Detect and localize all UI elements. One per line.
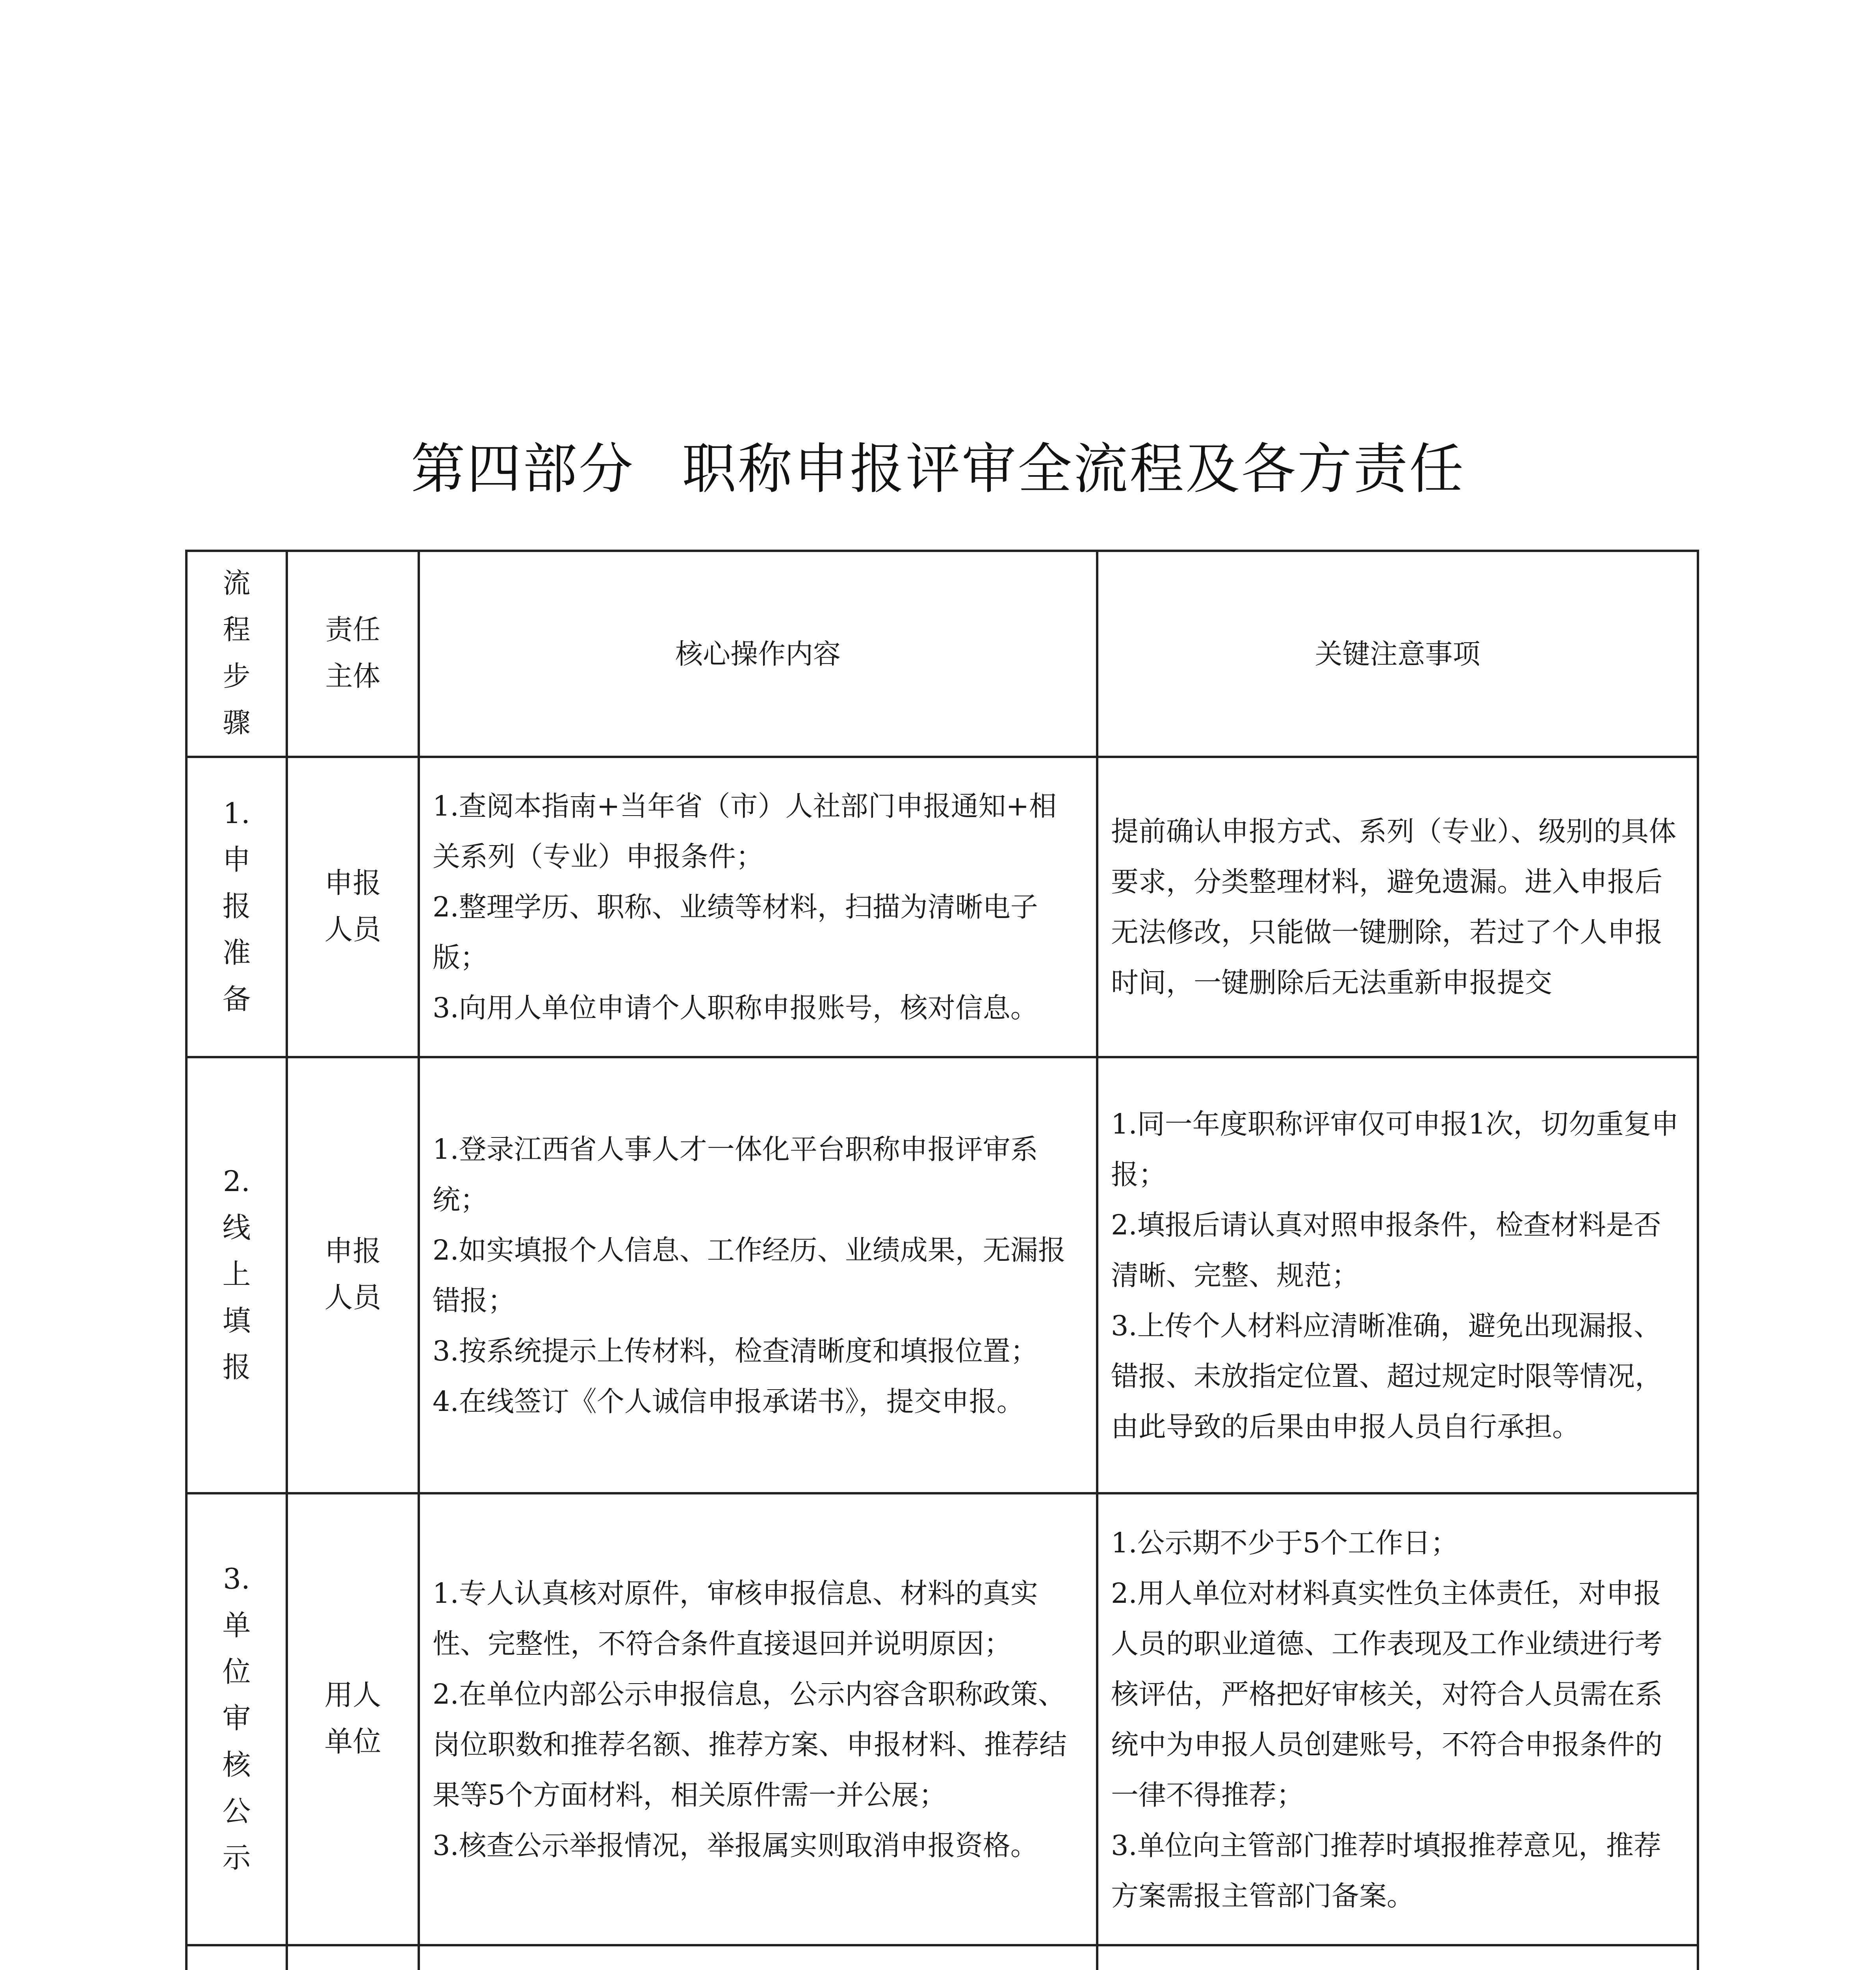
row-ops <box>419 1493 1097 1945</box>
row-step: 3.单位审核公示 <box>186 1493 287 1945</box>
row-step <box>186 1945 287 1970</box>
notes-item: 1.公示期不少于5个工作日； <box>1111 1526 1458 1559</box>
row-subject <box>287 1945 419 1970</box>
row-ops <box>419 757 1097 1057</box>
header-subject: 责任主体 <box>287 551 419 757</box>
header-notes: 关键注意事项 <box>1097 551 1698 757</box>
row-step: 1.申报准备 <box>186 757 287 1057</box>
table-row <box>186 1493 1698 1945</box>
row-notes <box>1097 1057 1698 1493</box>
title-text: 职称申报评审全流程及各方责任 <box>682 437 1466 501</box>
header-ops: 核心操作内容 <box>419 551 1097 757</box>
notes-item: 3.单位向主管部门推荐时填报推荐意见，推荐方案需报主管部门备案。 <box>1111 1829 1661 1912</box>
row-notes <box>1097 1945 1698 1970</box>
ops-item: 1.专人认真核对原件，审核申报信息、材料的真实性、完整性，不符合条件直接退回并说明原因； <box>433 1577 1038 1660</box>
header-step: 流程步骤 <box>186 551 287 757</box>
notes-item: 2.用人单位对材料真实性负主体责任，对申报人员的职业道德、工作表现及工作业绩进行考核评估，严格把好审核关，对符合人员需在系统中为申报人员创建账号，不符合申报条件的一律不得推荐； <box>1111 1577 1662 1811</box>
process-table <box>185 550 1699 1970</box>
row-notes <box>1097 1493 1698 1945</box>
notes-item: 3.上传个人材料应清晰准确，避免出现漏报、错报、未放指定位置、超过规定时限等情况，由此导致的后果由申报人员自行承担。 <box>1111 1309 1662 1443</box>
ops-item: 1.登录江西省人事人才一体化平台职称申报评审系统； <box>433 1133 1038 1216</box>
ops-item: 3.核查公示举报情况，举报属实则取消申报资格。 <box>433 1829 1038 1862</box>
notes-item: 提前确认申报方式、系列（专业）、级别的具体要求，分类整理材料，避免遗漏。进入申报后无法修改，只能做一键删除，若过了个人申报时间，一键删除后无法重新申报提交 <box>1111 815 1676 999</box>
table-row <box>186 1057 1698 1493</box>
ops-item: 3.按系统提示上传材料，检查清晰度和填报位置； <box>433 1334 1038 1367</box>
row-subject: 用人单位 <box>287 1493 419 1945</box>
ops-item: 2.整理学历、职称、业绩等材料，扫描为清晰电子版； <box>433 891 1038 974</box>
row-subject: 申报人员 <box>287 1057 419 1493</box>
page-title <box>0 426 1876 504</box>
ops-item: 2.在单位内部公示申报信息，公示内容含职称政策、岗位职数和推荐名额、推荐方案、申报材料、推荐结果等5个方面材料，相关原件需一并公展； <box>433 1678 1067 1811</box>
row-ops <box>419 1057 1097 1493</box>
title-part: 第四部分 <box>410 437 635 501</box>
notes-item: 1.同一年度职称评审仅可申报1次，切勿重复申报； <box>1111 1108 1679 1191</box>
ops-item: 2.如实填报个人信息、工作经历、业绩成果，无漏报错报； <box>433 1234 1066 1317</box>
table-header-row <box>186 551 1698 757</box>
ops-item: 4.在线签订《个人诚信申报承诺书》，提交申报。 <box>433 1385 1024 1418</box>
row-subject: 申报人员 <box>287 757 419 1057</box>
table-row <box>186 757 1698 1057</box>
row-notes <box>1097 757 1698 1057</box>
row-ops <box>419 1945 1097 1970</box>
table-row <box>186 1945 1698 1970</box>
notes-item: 2.填报后请认真对照申报条件，检查材料是否清晰、完整、规范； <box>1111 1208 1661 1292</box>
row-step: 2.线上填报 <box>186 1057 287 1493</box>
ops-item: 3.向用人单位申请个人职称申报账号，核对信息。 <box>433 992 1038 1024</box>
ops-item: 1.查阅本指南+当年省（市）人社部门申报通知+相关系列（专业）申报条件； <box>433 790 1057 873</box>
